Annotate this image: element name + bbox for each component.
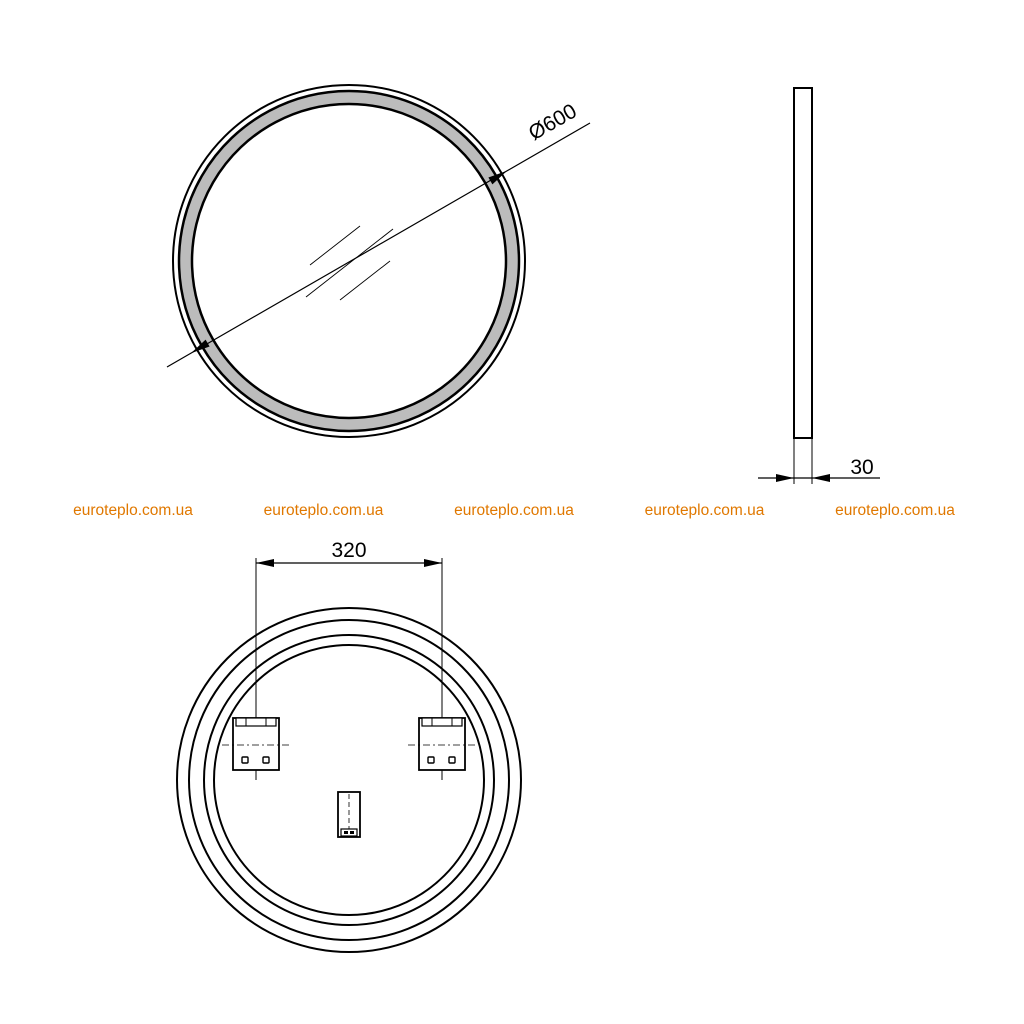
back-ring-3 bbox=[204, 635, 494, 925]
side-view bbox=[758, 88, 880, 484]
mount-spacing-dimension bbox=[256, 539, 442, 780]
front-outer-edge bbox=[173, 85, 525, 437]
thickness-arrow-right bbox=[812, 474, 830, 482]
thickness-arrow-left bbox=[776, 474, 794, 482]
side-profile bbox=[794, 88, 812, 438]
watermark-text: euroteplo.com.ua bbox=[454, 502, 574, 519]
diameter-label: Ø600 bbox=[524, 99, 581, 146]
watermark-row bbox=[73, 502, 955, 519]
mount-arrow-left bbox=[256, 559, 274, 567]
thickness-label: 30 bbox=[850, 456, 874, 479]
watermark-text: euroteplo.com.ua bbox=[644, 502, 765, 519]
mounting-bracket-right bbox=[408, 718, 476, 770]
watermark-text: euroteplo.com.ua bbox=[263, 502, 384, 519]
switch-box bbox=[338, 792, 360, 837]
mount-spacing-label: 320 bbox=[331, 539, 367, 562]
mounting-bracket-left bbox=[222, 718, 290, 770]
back-ring-2 bbox=[189, 620, 509, 940]
mount-arrow-right bbox=[424, 559, 442, 567]
back-view bbox=[177, 539, 521, 952]
glass-reflection-lines bbox=[306, 226, 393, 300]
watermark-text: euroteplo.com.ua bbox=[835, 502, 955, 519]
back-ring-inner bbox=[214, 645, 484, 915]
watermark-text: euroteplo.com.ua bbox=[73, 502, 193, 519]
front-view bbox=[167, 85, 590, 437]
front-illuminated-frame bbox=[179, 91, 519, 431]
back-ring-outer bbox=[177, 608, 521, 952]
